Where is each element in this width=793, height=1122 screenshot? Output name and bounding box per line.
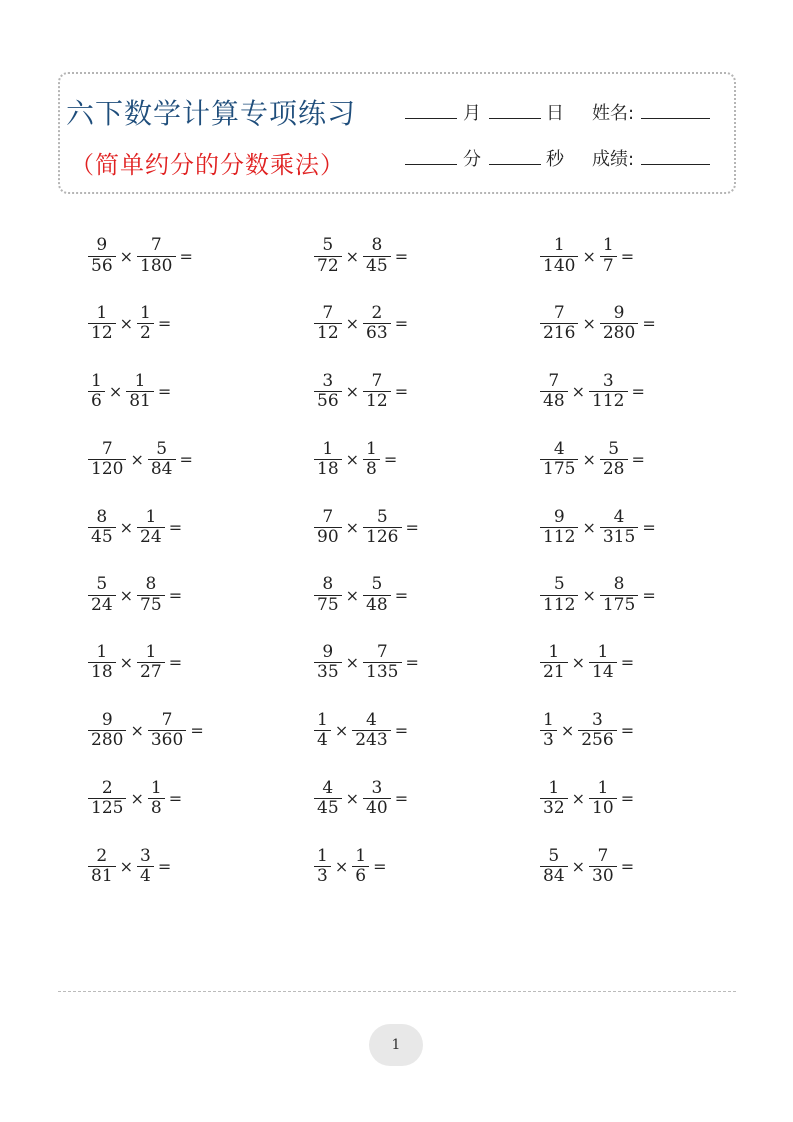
fraction bbox=[148, 711, 186, 750]
equals-sign: = bbox=[157, 314, 172, 334]
problem-item bbox=[540, 497, 657, 557]
fraction bbox=[600, 236, 617, 275]
numerator: 1 bbox=[91, 371, 102, 392]
denominator: 81 bbox=[88, 866, 116, 886]
equals-sign: = bbox=[620, 788, 635, 808]
page-number: 1 bbox=[391, 1037, 401, 1053]
name-label: 姓名: bbox=[592, 103, 635, 124]
times-sign: × bbox=[345, 653, 360, 673]
problem-item bbox=[88, 429, 194, 489]
equals-sign: = bbox=[620, 856, 635, 876]
fraction bbox=[88, 711, 126, 750]
footer-divider bbox=[58, 991, 736, 992]
numerator: 4 bbox=[553, 438, 565, 459]
problem-item bbox=[88, 836, 172, 896]
denominator: 126 bbox=[363, 527, 401, 547]
fraction bbox=[314, 779, 342, 818]
numerator: 1 bbox=[322, 438, 334, 459]
times-sign: × bbox=[571, 788, 586, 808]
equals-sign: = bbox=[394, 721, 409, 741]
times-sign: × bbox=[582, 449, 596, 469]
numerator: 9 bbox=[613, 303, 625, 324]
denominator: 18 bbox=[314, 459, 342, 479]
fraction bbox=[578, 711, 616, 750]
fraction bbox=[540, 847, 568, 886]
fraction bbox=[314, 847, 331, 886]
denominator: 28 bbox=[600, 459, 628, 479]
numerator: 7 bbox=[553, 303, 565, 324]
fraction bbox=[363, 236, 391, 275]
fraction bbox=[137, 643, 165, 682]
problem-item bbox=[540, 836, 635, 896]
numerator: 4 bbox=[322, 777, 334, 798]
numerator: 3 bbox=[140, 845, 151, 866]
denominator: 10 bbox=[589, 798, 617, 818]
equals-sign: = bbox=[620, 246, 635, 266]
equals-sign: = bbox=[373, 856, 387, 876]
equals-sign: = bbox=[168, 788, 183, 808]
fraction bbox=[600, 575, 638, 614]
fraction bbox=[540, 372, 568, 411]
denominator: 135 bbox=[363, 662, 401, 682]
times-sign: × bbox=[571, 856, 586, 876]
month-blank[interactable] bbox=[405, 118, 457, 119]
times-sign: × bbox=[345, 585, 360, 605]
fraction bbox=[352, 847, 369, 886]
denominator: 12 bbox=[314, 323, 342, 343]
problem-item bbox=[88, 768, 183, 828]
denominator: 8 bbox=[148, 798, 165, 818]
numerator: 1 bbox=[96, 642, 108, 663]
fraction bbox=[352, 711, 390, 750]
numerator: 2 bbox=[371, 303, 383, 324]
fraction bbox=[589, 643, 617, 682]
numerator: 4 bbox=[366, 710, 377, 731]
fraction bbox=[88, 779, 126, 818]
times-sign: × bbox=[119, 314, 134, 334]
numerator: 1 bbox=[602, 235, 614, 256]
numerator: 7 bbox=[371, 371, 383, 392]
fraction bbox=[137, 575, 165, 614]
score-label: 成绩: bbox=[592, 149, 635, 170]
fraction bbox=[363, 372, 391, 411]
minute-blank[interactable] bbox=[405, 164, 457, 165]
equals-sign: = bbox=[190, 721, 204, 741]
equals-sign: = bbox=[631, 449, 645, 469]
second-label: 秒 bbox=[546, 149, 564, 170]
times-sign: × bbox=[345, 788, 360, 808]
problem-item bbox=[314, 565, 409, 625]
denominator: 2 bbox=[137, 323, 154, 343]
problem-item bbox=[314, 429, 398, 489]
problem-item bbox=[88, 294, 172, 354]
times-sign: × bbox=[582, 585, 596, 605]
fraction bbox=[600, 508, 638, 547]
equals-sign: = bbox=[157, 382, 172, 402]
denominator: 6 bbox=[88, 391, 105, 411]
equals-sign: = bbox=[168, 653, 183, 673]
fraction bbox=[363, 575, 391, 614]
problem-item bbox=[540, 294, 657, 354]
fraction bbox=[314, 236, 342, 275]
times-sign: × bbox=[108, 382, 123, 402]
problem-item bbox=[88, 497, 183, 557]
numerator: 1 bbox=[145, 506, 157, 527]
denominator: 21 bbox=[540, 662, 568, 682]
numerator: 1 bbox=[140, 303, 151, 324]
fraction bbox=[363, 779, 391, 818]
times-sign: × bbox=[130, 788, 144, 808]
denominator: 75 bbox=[314, 595, 342, 615]
problem-item bbox=[540, 768, 635, 828]
times-sign: × bbox=[571, 382, 586, 402]
fraction bbox=[148, 440, 176, 479]
times-sign: × bbox=[582, 517, 596, 537]
times-sign: × bbox=[130, 449, 144, 469]
problem-item bbox=[540, 226, 635, 286]
numerator: 7 bbox=[322, 506, 334, 527]
denominator: 90 bbox=[314, 527, 342, 547]
numerator: 4 bbox=[613, 506, 625, 527]
numerator: 5 bbox=[96, 574, 108, 595]
fraction bbox=[137, 304, 154, 343]
times-sign: × bbox=[334, 721, 349, 741]
fraction bbox=[314, 711, 331, 750]
denominator: 3 bbox=[314, 866, 331, 886]
equals-sign: = bbox=[179, 449, 193, 469]
times-sign: × bbox=[345, 517, 360, 537]
fraction bbox=[88, 372, 105, 411]
score-blank[interactable] bbox=[641, 164, 710, 165]
problem-item bbox=[540, 429, 646, 489]
fraction bbox=[137, 508, 165, 547]
equals-sign: = bbox=[394, 788, 409, 808]
equals-sign: = bbox=[168, 585, 183, 605]
numerator: 3 bbox=[592, 710, 603, 731]
numerator: 7 bbox=[101, 438, 113, 459]
fraction bbox=[540, 236, 578, 275]
day-label: 日 bbox=[546, 103, 564, 124]
numerator: 1 bbox=[597, 642, 609, 663]
numerator: 8 bbox=[322, 574, 334, 595]
numerator: 9 bbox=[96, 235, 108, 256]
times-sign: × bbox=[119, 246, 134, 266]
numerator: 1 bbox=[355, 845, 367, 866]
fraction bbox=[540, 508, 578, 547]
times-sign: × bbox=[345, 449, 360, 469]
fraction bbox=[314, 372, 342, 411]
denominator: 75 bbox=[137, 595, 165, 615]
problem-item bbox=[540, 701, 635, 761]
equals-sign: = bbox=[642, 314, 656, 334]
numerator: 9 bbox=[322, 642, 334, 663]
numerator: 5 bbox=[608, 438, 620, 459]
numerator: 1 bbox=[134, 371, 146, 392]
problem-item bbox=[314, 633, 420, 693]
numerator: 1 bbox=[145, 642, 157, 663]
denominator: 14 bbox=[589, 662, 617, 682]
times-sign: × bbox=[130, 721, 144, 741]
equals-sign: = bbox=[642, 517, 656, 537]
numerator: 1 bbox=[548, 642, 560, 663]
numerator: 1 bbox=[150, 777, 162, 798]
fraction bbox=[88, 575, 116, 614]
denominator: 4 bbox=[137, 866, 154, 886]
denominator: 315 bbox=[600, 527, 638, 547]
numerator: 8 bbox=[145, 574, 157, 595]
worksheet-title: 六下数学计算专项练习 bbox=[66, 97, 357, 130]
numerator: 7 bbox=[150, 235, 162, 256]
denominator: 84 bbox=[148, 459, 176, 479]
denominator: 112 bbox=[589, 391, 627, 411]
fraction bbox=[540, 711, 557, 750]
denominator: 12 bbox=[363, 391, 391, 411]
times-sign: × bbox=[119, 517, 134, 537]
denominator: 243 bbox=[352, 730, 390, 750]
numerator: 7 bbox=[161, 710, 173, 731]
denominator: 72 bbox=[314, 256, 342, 276]
numerator: 5 bbox=[371, 574, 383, 595]
equals-sign: = bbox=[179, 246, 193, 266]
problem-item bbox=[314, 294, 409, 354]
fraction bbox=[88, 440, 126, 479]
fraction bbox=[600, 304, 638, 343]
numerator: 8 bbox=[613, 574, 625, 595]
denominator: 56 bbox=[88, 256, 116, 276]
denominator: 48 bbox=[540, 391, 568, 411]
numerator: 8 bbox=[371, 235, 383, 256]
numerator: 8 bbox=[96, 506, 108, 527]
worksheet-subtitle: （简单约分的分数乘法） bbox=[70, 151, 345, 179]
times-sign: × bbox=[119, 653, 134, 673]
equals-sign: = bbox=[394, 314, 409, 334]
denominator: 6 bbox=[352, 866, 369, 886]
fraction bbox=[314, 643, 342, 682]
denominator: 40 bbox=[363, 798, 391, 818]
fraction bbox=[363, 304, 391, 343]
denominator: 140 bbox=[540, 256, 578, 276]
equals-sign: = bbox=[405, 653, 419, 673]
denominator: 30 bbox=[589, 866, 617, 886]
denominator: 24 bbox=[88, 595, 116, 615]
denominator: 27 bbox=[137, 662, 165, 682]
equals-sign: = bbox=[620, 653, 635, 673]
numerator: 9 bbox=[553, 506, 565, 527]
denominator: 3 bbox=[540, 730, 557, 750]
denominator: 280 bbox=[600, 323, 638, 343]
fraction bbox=[88, 304, 116, 343]
numerator: 1 bbox=[553, 235, 565, 256]
problem-item bbox=[88, 633, 183, 693]
fraction bbox=[540, 643, 568, 682]
equals-sign: = bbox=[157, 856, 172, 876]
fraction bbox=[126, 372, 154, 411]
month-label: 月 bbox=[463, 103, 481, 124]
numerator: 3 bbox=[322, 371, 334, 392]
fraction bbox=[589, 847, 617, 886]
times-sign: × bbox=[582, 314, 596, 334]
fraction bbox=[314, 304, 342, 343]
denominator: 175 bbox=[540, 459, 578, 479]
numerator: 1 bbox=[317, 710, 328, 731]
denominator: 84 bbox=[540, 866, 568, 886]
problem-item bbox=[314, 836, 387, 896]
minute-label: 分 bbox=[463, 149, 481, 170]
numerator: 3 bbox=[602, 371, 614, 392]
problem-item bbox=[88, 226, 194, 286]
equals-sign: = bbox=[631, 382, 645, 402]
denominator: 56 bbox=[314, 391, 342, 411]
numerator: 5 bbox=[548, 845, 560, 866]
fraction bbox=[88, 508, 116, 547]
denominator: 112 bbox=[540, 527, 578, 547]
denominator: 32 bbox=[540, 798, 568, 818]
denominator: 175 bbox=[600, 595, 638, 615]
problem-item bbox=[314, 362, 409, 422]
fraction bbox=[600, 440, 628, 479]
times-sign: × bbox=[119, 585, 134, 605]
times-sign: × bbox=[345, 246, 360, 266]
denominator: 45 bbox=[363, 256, 391, 276]
denominator: 45 bbox=[314, 798, 342, 818]
numerator: 5 bbox=[322, 235, 334, 256]
numerator: 2 bbox=[101, 777, 113, 798]
numerator: 7 bbox=[548, 371, 560, 392]
day-blank[interactable] bbox=[489, 118, 541, 119]
problem-item bbox=[88, 565, 183, 625]
times-sign: × bbox=[345, 382, 360, 402]
numerator: 1 bbox=[597, 777, 609, 798]
second-blank[interactable] bbox=[489, 164, 541, 165]
fraction bbox=[540, 440, 578, 479]
fraction bbox=[589, 779, 617, 818]
denominator: 120 bbox=[88, 459, 126, 479]
numerator: 1 bbox=[366, 438, 377, 459]
numerator: 1 bbox=[317, 845, 328, 866]
denominator: 112 bbox=[540, 595, 578, 615]
fraction bbox=[88, 847, 116, 886]
denominator: 45 bbox=[88, 527, 116, 547]
fraction bbox=[314, 575, 342, 614]
equals-sign: = bbox=[394, 246, 409, 266]
problem-item bbox=[314, 768, 409, 828]
equals-sign: = bbox=[383, 449, 398, 469]
fraction bbox=[314, 508, 342, 547]
fraction bbox=[363, 440, 380, 479]
numerator: 9 bbox=[101, 710, 113, 731]
equals-sign: = bbox=[168, 517, 183, 537]
times-sign: × bbox=[119, 856, 134, 876]
equals-sign: = bbox=[394, 585, 409, 605]
fraction bbox=[540, 575, 578, 614]
problem-item bbox=[88, 362, 172, 422]
fraction bbox=[148, 779, 165, 818]
fraction bbox=[88, 643, 116, 682]
denominator: 12 bbox=[88, 323, 116, 343]
equals-sign: = bbox=[620, 721, 635, 741]
times-sign: × bbox=[345, 314, 360, 334]
problem-item bbox=[540, 362, 646, 422]
denominator: 256 bbox=[578, 730, 616, 750]
numerator: 5 bbox=[156, 438, 168, 459]
times-sign: × bbox=[560, 721, 575, 741]
name-blank[interactable] bbox=[641, 118, 710, 119]
equals-sign: = bbox=[405, 517, 419, 537]
problem-item bbox=[540, 565, 657, 625]
denominator: 24 bbox=[137, 527, 165, 547]
fraction bbox=[540, 779, 568, 818]
numerator: 7 bbox=[597, 845, 609, 866]
times-sign: × bbox=[334, 856, 349, 876]
numerator: 1 bbox=[96, 303, 108, 324]
denominator: 4 bbox=[314, 730, 331, 750]
numerator: 3 bbox=[371, 777, 383, 798]
denominator: 280 bbox=[88, 730, 126, 750]
denominator: 7 bbox=[600, 256, 617, 276]
problem-item bbox=[540, 633, 635, 693]
page-number-badge bbox=[369, 1024, 423, 1066]
denominator: 18 bbox=[88, 662, 116, 682]
numerator: 5 bbox=[376, 506, 388, 527]
denominator: 35 bbox=[314, 662, 342, 682]
fraction bbox=[589, 372, 627, 411]
problem-item bbox=[314, 701, 409, 761]
times-sign: × bbox=[582, 246, 596, 266]
problem-item bbox=[88, 701, 205, 761]
problem-item bbox=[314, 497, 420, 557]
numerator: 1 bbox=[543, 710, 554, 731]
fraction bbox=[363, 643, 401, 682]
fraction bbox=[88, 236, 116, 275]
fraction bbox=[137, 847, 154, 886]
fraction bbox=[137, 236, 175, 275]
numerator: 1 bbox=[548, 777, 560, 798]
denominator: 360 bbox=[148, 730, 186, 750]
numerator: 5 bbox=[553, 574, 565, 595]
fraction bbox=[540, 304, 578, 343]
numerator: 2 bbox=[96, 845, 108, 866]
denominator: 125 bbox=[88, 798, 126, 818]
numerator: 7 bbox=[376, 642, 388, 663]
problem-item bbox=[314, 226, 409, 286]
times-sign: × bbox=[571, 653, 586, 673]
equals-sign: = bbox=[394, 382, 409, 402]
denominator: 63 bbox=[363, 323, 391, 343]
denominator: 216 bbox=[540, 323, 578, 343]
equals-sign: = bbox=[642, 585, 656, 605]
fraction bbox=[363, 508, 401, 547]
denominator: 81 bbox=[126, 391, 154, 411]
denominator: 180 bbox=[137, 256, 175, 276]
denominator: 48 bbox=[363, 595, 391, 615]
numerator: 7 bbox=[322, 303, 334, 324]
denominator: 8 bbox=[363, 459, 380, 479]
fraction bbox=[314, 440, 342, 479]
